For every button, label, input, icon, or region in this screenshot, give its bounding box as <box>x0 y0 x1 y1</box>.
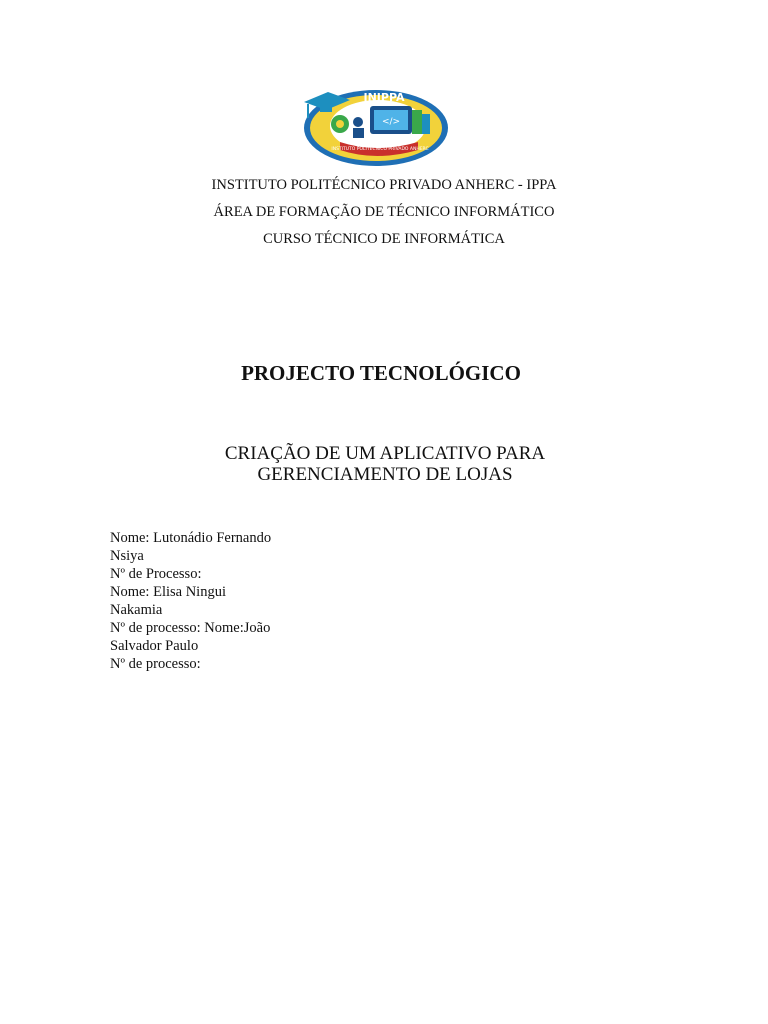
subtitle-line-1: CRIAÇÃO DE UM APLICATIVO PARA <box>224 443 546 464</box>
author-line: Nº de processo: Nome:João <box>110 620 271 636</box>
svg-text:INSTITUTO POLITÉCNICO PRIVADO: INSTITUTO POLITÉCNICO PRIVADO ANHERC <box>331 147 429 152</box>
author-line: Nakamia <box>110 602 163 618</box>
svg-text:INIPPA: INIPPA <box>363 91 405 104</box>
author-line: Nome: Elisa Ningui <box>110 584 226 600</box>
author-line: Nº de Processo: <box>110 566 202 582</box>
subtitle-line-2: GERENCIAMENTO DE LOJAS <box>257 464 513 485</box>
author-line: Nsiya <box>110 548 144 564</box>
author-line: Nome: Lutonádio Fernando <box>110 530 272 546</box>
course-name: CURSO TÉCNICO DE INFORMÁTICA <box>263 231 505 247</box>
authors-list <box>110 529 271 673</box>
document-title: PROJECTO TECNOLÓGICO <box>241 361 521 385</box>
author-line: Salvador Paulo <box>110 638 199 654</box>
institution-logo <box>300 88 452 168</box>
document-subtitle <box>0 443 768 485</box>
institution-name: INSTITUTO POLITÉCNICO PRIVADO ANHERC - IPPA <box>211 177 557 193</box>
svg-text:</>: </> <box>381 117 401 127</box>
training-area: ÁREA DE FORMAÇÃO DE TÉCNICO INFORMÁTICO <box>213 204 555 220</box>
author-line: Nº de processo: <box>110 656 201 672</box>
